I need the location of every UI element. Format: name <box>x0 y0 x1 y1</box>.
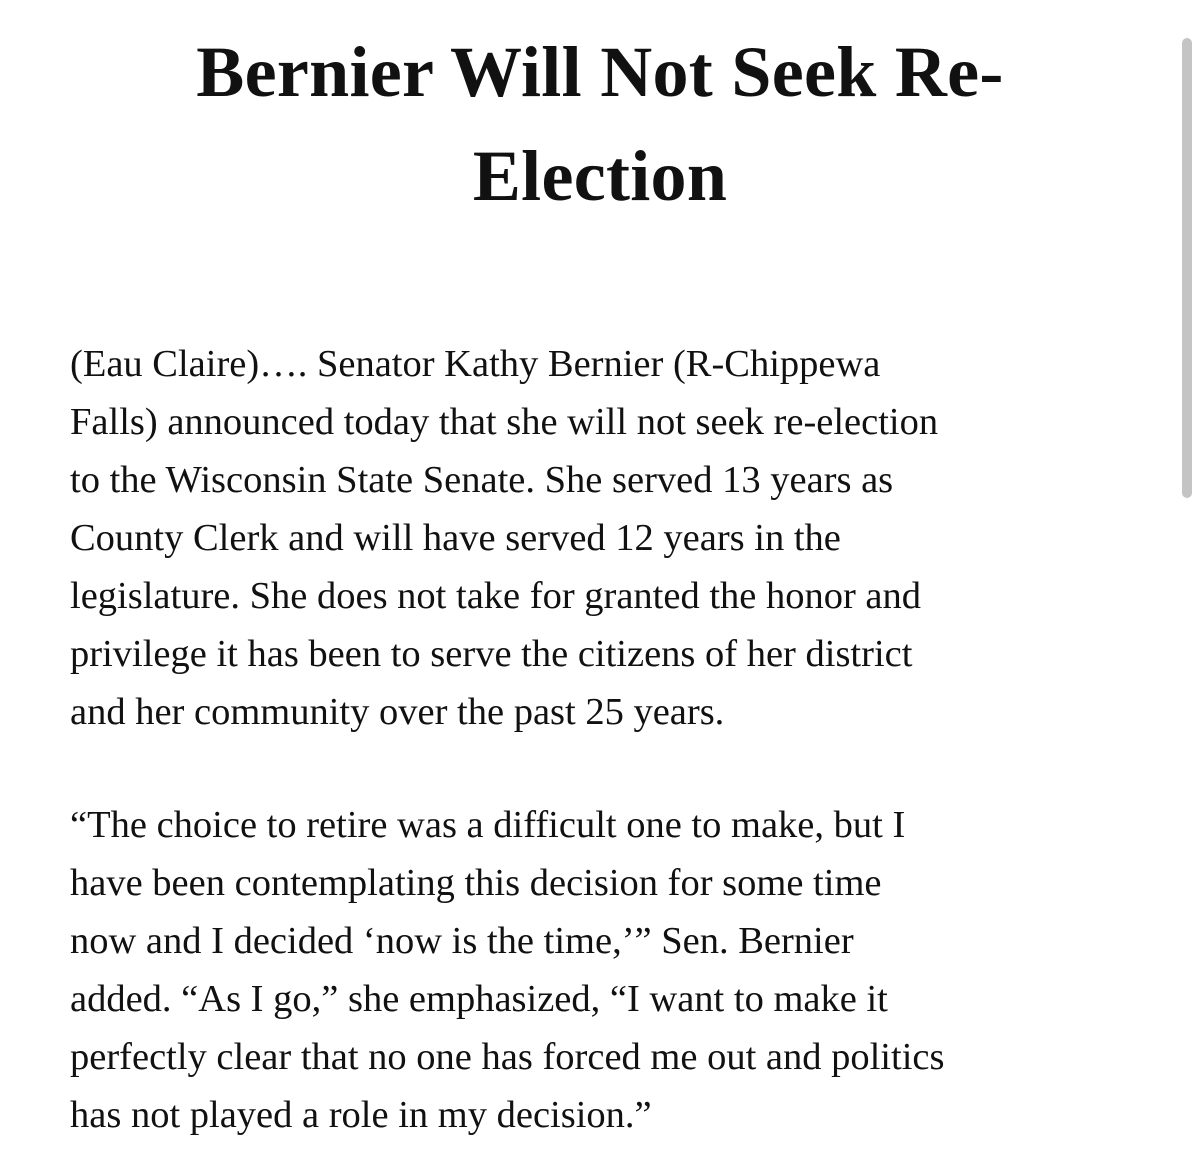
paragraph-quote <box>70 796 1160 1144</box>
paragraph-announcement <box>70 335 1160 741</box>
paragraph-line: perfectly clear that no one has forced me out and politics <box>70 1036 945 1078</box>
paragraph-line: have been contemplating this decision for some time <box>70 862 882 904</box>
headline-line: Election <box>472 136 728 216</box>
paragraph-line: legislature. She does not take for granted the honor and <box>70 575 922 617</box>
vertical-scrollbar[interactable] <box>1172 0 1200 1174</box>
paragraph-line: County Clerk and will have served 12 years in the <box>70 517 841 559</box>
paragraph-line: Falls) announced today that she will not seek re-election <box>70 401 939 443</box>
paragraph-line: added. “As I go,” she emphasized, “I want to make it <box>70 978 888 1020</box>
paragraph-line: now and I decided ‘now is the time,’” Sen. Bernier <box>70 920 854 962</box>
paragraph-line: (Eau Claire)…. Senator Kathy Bernier (R-Chippewa <box>70 343 881 385</box>
headline-line: Bernier Will Not Seek Re- <box>196 32 1004 112</box>
paragraph-line: to the Wisconsin State Senate. She served 13 years as <box>70 459 894 501</box>
paragraph-line: and her community over the past 25 years. <box>70 691 725 733</box>
scrollbar-thumb[interactable] <box>1182 38 1192 498</box>
headline <box>70 20 1130 228</box>
paragraph-line: “The choice to retire was a difficult one to make, but I <box>70 804 906 846</box>
paragraph-line: privilege it has been to serve the citizens of her district <box>70 633 913 675</box>
paragraph-line: has not played a role in my decision.” <box>70 1094 652 1136</box>
